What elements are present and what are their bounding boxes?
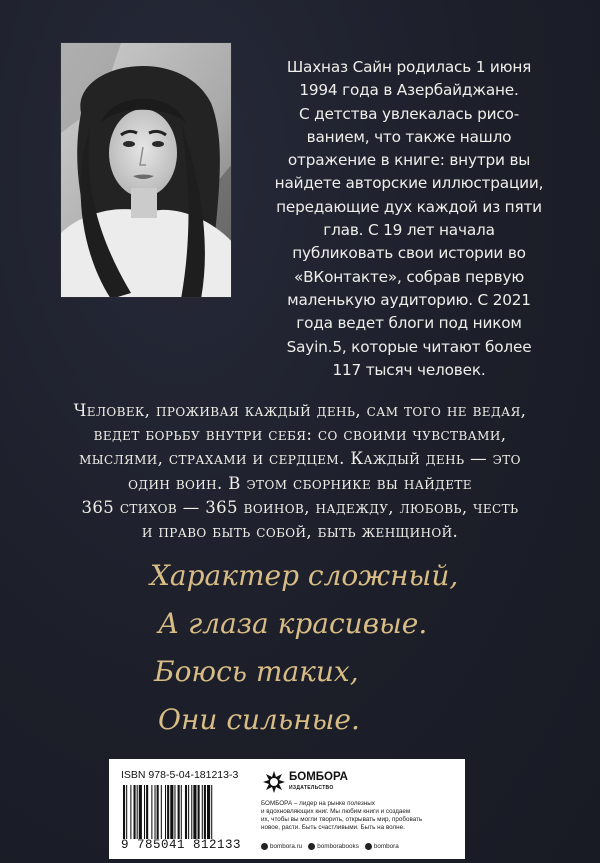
publisher-desc-line: и вдохновляющих книг. Мы любим книги и создаем — [261, 808, 411, 815]
publisher-social-links — [261, 843, 461, 850]
barcode-icon — [121, 785, 253, 839]
barcode-number: 9 785041 812133 — [121, 838, 242, 852]
bio-line: года ведет блоги под ником — [296, 314, 522, 333]
author-portrait-image — [61, 43, 232, 298]
telegram-icon — [365, 843, 372, 850]
poem-line: Характер сложный, — [150, 559, 459, 592]
blurb-line: ведет борьбу внутри себя: со своими чувствами, — [93, 425, 507, 445]
poem-line: А глаза красивые. — [158, 607, 428, 640]
blurb-line: Человек, проживая каждый день, сам того не ведая, — [73, 401, 527, 420]
blurb-line: мыслями, страхами и сердцем. Каждый день — это — [79, 449, 521, 469]
poem-line: Они сильные. — [158, 703, 360, 736]
publisher-description — [261, 800, 459, 832]
bio-line: маленькую аудиторию. С 2021 — [287, 290, 531, 309]
poem-line: Боюсь таких, — [154, 655, 359, 688]
blurb-line: 365 стихов — 365 воинов, надежду, любовь, честь — [81, 497, 519, 517]
globe-icon — [261, 843, 268, 850]
bio-line: 117 тысяч человек. — [332, 360, 486, 379]
bio-line: ванием, что также нашло — [306, 127, 512, 146]
publisher-desc-line: их, чтобы вы могли творить, открывать мир, пробовать — [261, 816, 423, 823]
publisher-subtitle: ИЗДАТЕЛЬСТВО — [289, 785, 334, 791]
isbn-publisher-panel — [109, 759, 465, 859]
bio-line: Шахназ Сайн родилась 1 июня — [286, 58, 532, 76]
publisher-desc-line: новое, расти. Быть счастливыми. Быть на волне. — [261, 824, 405, 831]
bio-line: С детства увлекалась рисо- — [298, 104, 520, 123]
bio-line: передающие дух каждой из пяти — [276, 197, 542, 216]
blurb-line: один воин. В этом сборнике вы найдете — [128, 473, 472, 493]
author-bio — [249, 56, 569, 382]
bio-line: отражение в книге: внутри вы — [287, 151, 531, 170]
publisher-desc-line: БОМБОРА – лидер на рынке полезных — [261, 800, 375, 807]
bombora-logo-icon — [261, 769, 287, 795]
bio-line: Sayin.5, которые читают более — [286, 337, 532, 356]
social-website[interactable]: bombora.ru — [261, 843, 302, 850]
isbn-label: ISBN 978-5-04-181213-3 — [121, 769, 239, 781]
blurb-line: и право быть собой, быть женщиной. — [141, 522, 459, 542]
author-photo — [60, 42, 232, 298]
bio-line: публиковать свои истории во — [292, 244, 526, 263]
publisher-name: БОМБОРА — [289, 771, 348, 783]
bio-line: найдете авторские иллюстрации, — [274, 174, 544, 193]
social-telegram[interactable]: bombora — [365, 843, 399, 850]
bio-line: глав. С 19 лет начала — [323, 221, 495, 240]
bio-line: 1994 года в Азербайджане. — [299, 81, 519, 100]
handwritten-poem — [150, 552, 480, 744]
vk-icon — [308, 843, 315, 850]
social-vk[interactable]: bomborabooks — [308, 843, 359, 850]
bio-line: «ВКонтакте», собрав первую — [293, 267, 525, 286]
book-blurb — [40, 399, 560, 544]
